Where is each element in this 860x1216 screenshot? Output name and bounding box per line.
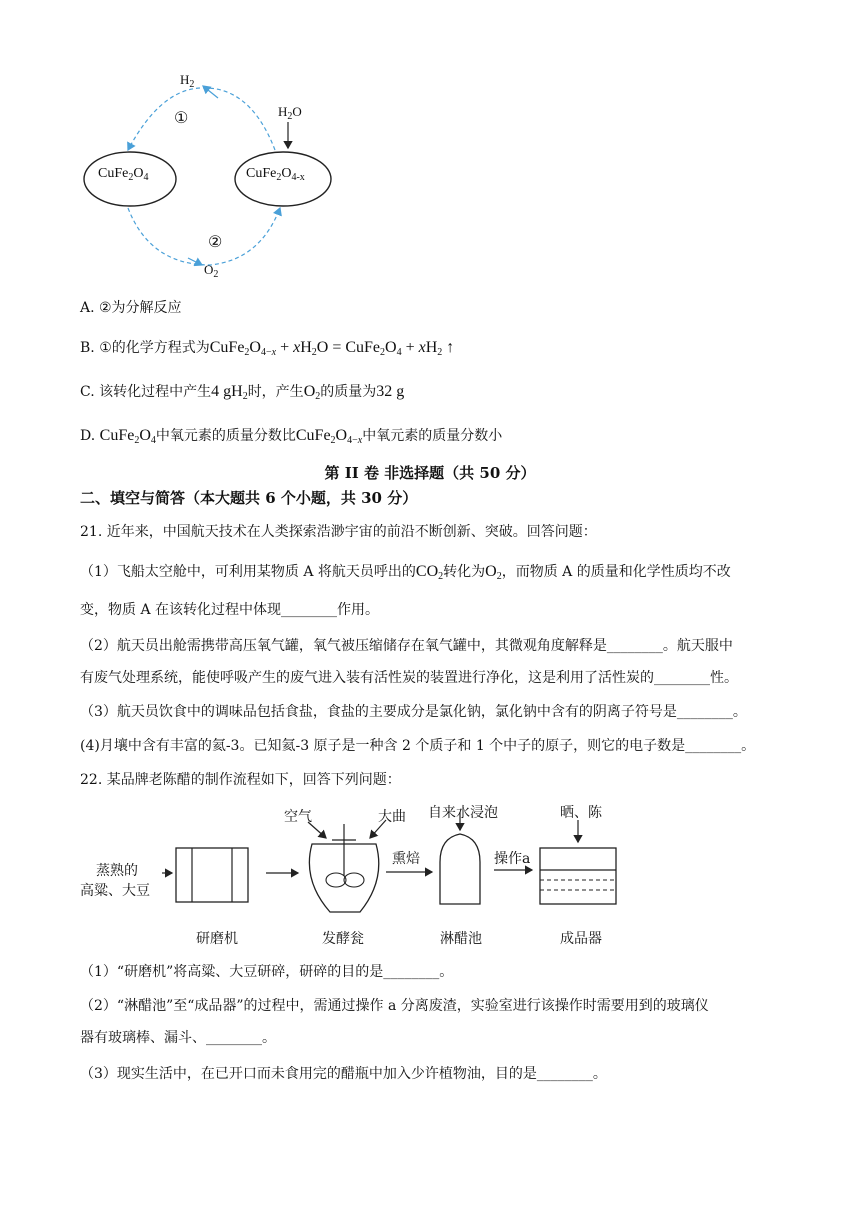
option-c-value: 32 g <box>376 383 405 400</box>
option-a: A. ②为分解反应 <box>80 300 182 316</box>
vinegar-flow-diagram <box>80 800 640 940</box>
option-b-equation: $CuFe_2O_{4-x} + xH_2O$ = $CuFe_2O_4 + xH_2$ ↑ <box>209 339 455 358</box>
flow-input-l1: 蒸熟的 <box>96 863 138 879</box>
q21-s1-a: （1）飞船太空舱中，可利用某物质 A 将航天员呼出的 <box>80 564 416 580</box>
option-d-formula1: $CuFe_2O_4$ <box>99 427 156 446</box>
option-c-suffix: 的质量为 <box>320 384 377 400</box>
flow-jar-label: 发酵瓮 <box>322 931 364 947</box>
option-c <box>80 382 404 402</box>
flow-daqu: 大曲 <box>378 809 406 825</box>
flow-air: 空气 <box>284 809 312 825</box>
right-oval-label: $CuFe_2O_{4-x}$ <box>246 166 305 183</box>
arc-step2 <box>128 208 280 265</box>
q21-s1-b: 转化为 <box>443 564 486 580</box>
option-c-mass: 4 $gH_2$ <box>211 383 248 402</box>
option-c-o2: $O_2$ <box>303 383 321 402</box>
product-container <box>540 848 616 904</box>
q21-s4: (4)月壤中含有丰富的氦-3。已知氦-3 原子是一种含 2 个质子和 1 个中子的原子，则它的电子数是________。 <box>80 738 756 754</box>
h2-label: $H_2$ <box>180 72 195 90</box>
flow-pool-label: 淋醋池 <box>440 931 482 947</box>
option-d <box>80 426 502 446</box>
q21-s1-o2: $O_2$ <box>485 563 502 582</box>
q22-s2-line2: 器有玻璃棒、漏斗、________。 <box>80 1030 276 1046</box>
option-b-prefix: B. ①的化学方程式为 <box>80 340 210 356</box>
option-c-mid: 时，产生 <box>247 384 304 400</box>
flow-smoke: 熏焙 <box>392 851 420 867</box>
option-d-suffix: 中氧元素的质量分数小 <box>362 428 503 444</box>
option-d-mid: 中氧元素的质量分数比 <box>155 428 296 444</box>
option-d-formula2: $CuFe_2O_{4-x}$ <box>295 427 363 446</box>
q22-s2-line1: （2）“淋醋池”至“成品器”的过程中，需通过操作 a 分离废渣，实验室进行该操作时需要用到的玻璃仪 <box>80 998 709 1014</box>
q21-s2-line2: 有废气处理系统，能使呼吸产生的废气进入装有活性炭的装置进行净化，这是利用了活性炭的________性。 <box>80 670 738 686</box>
q22-s3: （3）现实生活中，在已开口而未食用完的醋瓶中加入少许植物油，目的是________。 <box>80 1066 607 1082</box>
h2o-label: $H_2O$ <box>278 104 302 122</box>
flow-product-label: 成品器 <box>560 931 602 947</box>
option-b <box>80 338 454 358</box>
flow-sun: 晒、陈 <box>560 805 602 821</box>
q21-s3: （3）航天员饮食中的调味品包括食盐，食盐的主要成分是氯化钠，氯化钠中含有的阴离子符号是________。 <box>80 704 747 720</box>
q21-s2-line1: （2）航天员出舱需携带高压氧气罐，氧气被压缩储存在氧气罐中，其微观角度解释是________。航天服中 <box>80 638 733 654</box>
arc-step1 <box>128 88 275 150</box>
option-c-prefix: C. 该转化过程中产生 <box>80 384 212 400</box>
left-oval-label: $CuFe_2O_4$ <box>98 166 149 183</box>
option-d-prefix: D. <box>80 428 96 444</box>
q21-s1-line2: 变，物质 A 在该转化过程中体现________作用。 <box>80 602 380 618</box>
flow-water: 自来水浸泡 <box>428 805 498 821</box>
o2-label: $O_2$ <box>204 262 219 280</box>
q21-s1-co2: $CO_2$ <box>415 563 444 582</box>
flow-grinder-label: 研磨机 <box>196 931 238 947</box>
q21-stem: 21. 近年来，中国航天技术在人类探索浩渺宇宙的前沿不断创新、突破。回答问题： <box>80 524 597 540</box>
flow-op-a: 操作a <box>494 851 531 867</box>
part2-title: 第 II 卷 非选择题（共 50 分） <box>324 464 536 482</box>
step1-label: ① <box>174 108 189 127</box>
flow-input-l2: 高粱、大豆 <box>80 883 150 899</box>
q21-s1-c: ，而物质 A 的质量和化学性质均不改 <box>501 564 731 580</box>
section2-title: 二、填空与简答（本大题共 6 个小题，共 30 分） <box>80 489 418 507</box>
q21-s1-line1 <box>80 562 731 582</box>
q22-stem: 22. 某品牌老陈醋的制作流程如下，回答下列问题： <box>80 772 401 788</box>
step2-label: ② <box>208 232 223 251</box>
grinder <box>176 848 248 902</box>
vinegar-pool <box>440 834 480 904</box>
q22-s1: （1）“研磨机”将高粱、大豆研碎，研碎的目的是________。 <box>80 964 454 980</box>
